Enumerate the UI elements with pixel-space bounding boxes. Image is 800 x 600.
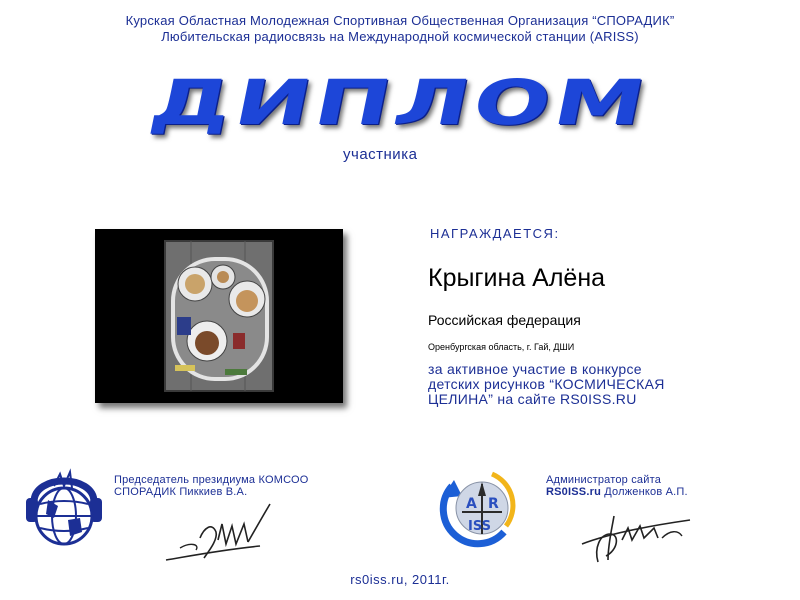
globe-headphones-icon [24, 460, 104, 552]
ariss-letters-iss: ISS [468, 519, 491, 534]
admin-name: Долженков А.П. [604, 486, 688, 498]
admin-signature [578, 504, 698, 568]
award-artwork [95, 229, 343, 403]
award-reason-line: ЦЕЛИНА” на сайте RS0ISS.RU [428, 391, 637, 407]
admin-signatory [546, 474, 688, 498]
organization-name: Курская Областная Молодежная Спортивная Общественная Организация “СПОРАДИК” [125, 13, 675, 28]
chair-title: Председатель президиума КОМСОО [114, 474, 309, 486]
admin-title: Администратор сайта [546, 474, 662, 486]
awarded-label: НАГРАЖДАЕТСЯ: [430, 226, 560, 241]
diploma-subtitle: участника [343, 146, 418, 163]
ariss-letter-a: A [466, 496, 477, 512]
chair-signature [160, 498, 300, 568]
children-drawing-image [95, 229, 343, 403]
recipient-region: Оренбургская область, г. Гай, ДШИ [428, 342, 575, 352]
admin-site: RS0ISS.ru [546, 486, 601, 498]
recipient-name: Крыгина Алёна [428, 264, 606, 292]
recipient-country: Российская федерация [428, 312, 581, 328]
program-name: Любительская радиосвязь на Международной космической станции (ARISS) [161, 29, 639, 44]
admin-name-line [546, 486, 688, 498]
ariss-letter-r: R [488, 496, 499, 512]
award-reason-line: детских рисунков “КОСМИЧЕСКАЯ [428, 376, 665, 392]
signature-scribble-icon [160, 498, 300, 568]
footer-site-year: rs0iss.ru, 2011г. [350, 572, 450, 587]
chair-name: СПОРАДИК Пиккиев В.А. [114, 486, 248, 498]
signature-scribble-icon [578, 504, 698, 568]
award-reason-line: за активное участие в конкурсе [428, 361, 642, 377]
ariss-emblem-icon [432, 462, 524, 552]
komsoo-globe-logo [24, 460, 104, 552]
chair-signatory [114, 474, 309, 498]
diploma-title: ДИПЛОМ [143, 66, 657, 139]
award-reason [428, 362, 768, 407]
ariss-logo [432, 462, 524, 552]
